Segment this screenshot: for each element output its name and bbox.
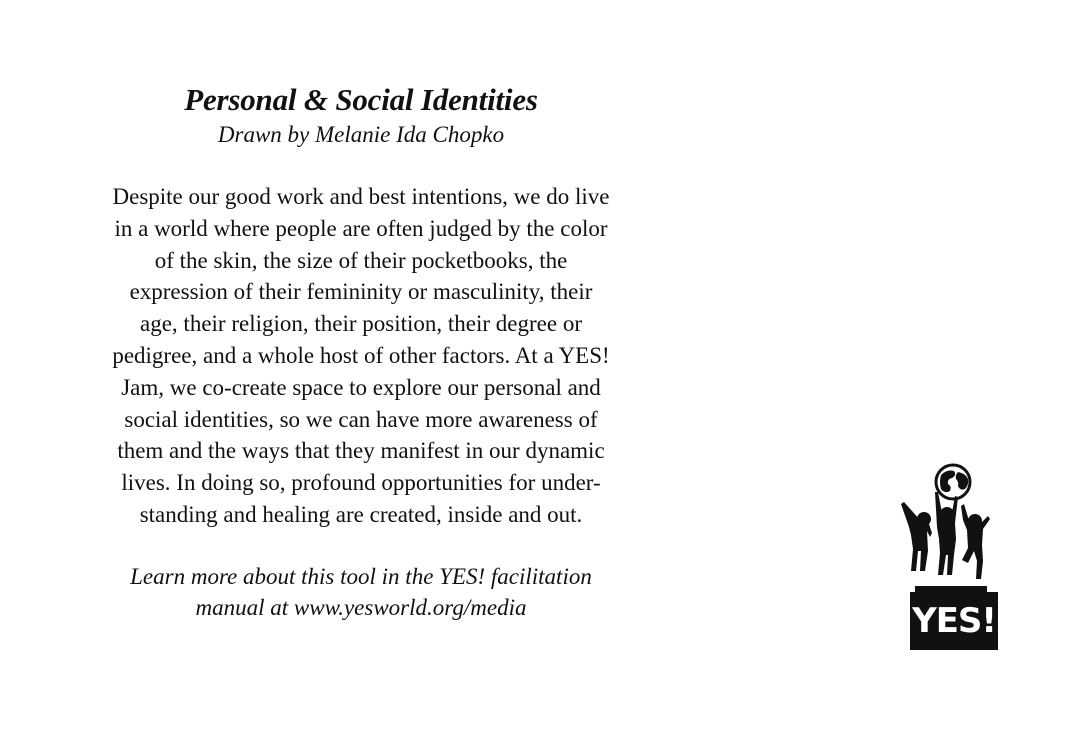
card-title: Personal & Social Identities: [184, 82, 538, 117]
dancers-icon: [901, 492, 990, 592]
body-line: social identities, so we can have more awareness of: [124, 406, 598, 432]
footer-line: Learn more about this tool in the YES! facilitation: [130, 563, 592, 589]
footer-note: [60, 561, 662, 623]
body-line: them and the ways that they manifest in our dynamic: [117, 438, 605, 464]
body-line: lives. In doing so, profound opportunities for under-: [121, 470, 601, 496]
card-text: [60, 80, 662, 623]
body-line: in a world where people are often judged by the color: [114, 215, 608, 241]
body-line: Despite our good work and best intentions, we do live: [112, 184, 610, 209]
logo-wordmark: YES!: [910, 592, 998, 650]
body-line: Jam, we co-create space to explore our personal and: [121, 374, 601, 400]
globe-icon: [936, 465, 970, 499]
body-line: standing and healing are created, inside and out.: [139, 501, 583, 527]
body-line: age, their religion, their position, their degree or: [140, 311, 582, 337]
body-line: expression of their femininity or masculinity, their: [129, 279, 593, 305]
body-line: pedigree, and a whole host of other factors. At a YES!: [112, 342, 610, 368]
people-reaching-globe-icon: [895, 462, 1005, 594]
card-subtitle: Drawn by Melanie Ida Chopko: [217, 122, 505, 147]
footer-line: manual at www.yesworld.org/media: [195, 594, 527, 620]
yes-logo: [895, 462, 1005, 652]
body-line: of the skin, the size of their pocketbooks, the: [154, 247, 568, 273]
card-body: [60, 181, 662, 531]
